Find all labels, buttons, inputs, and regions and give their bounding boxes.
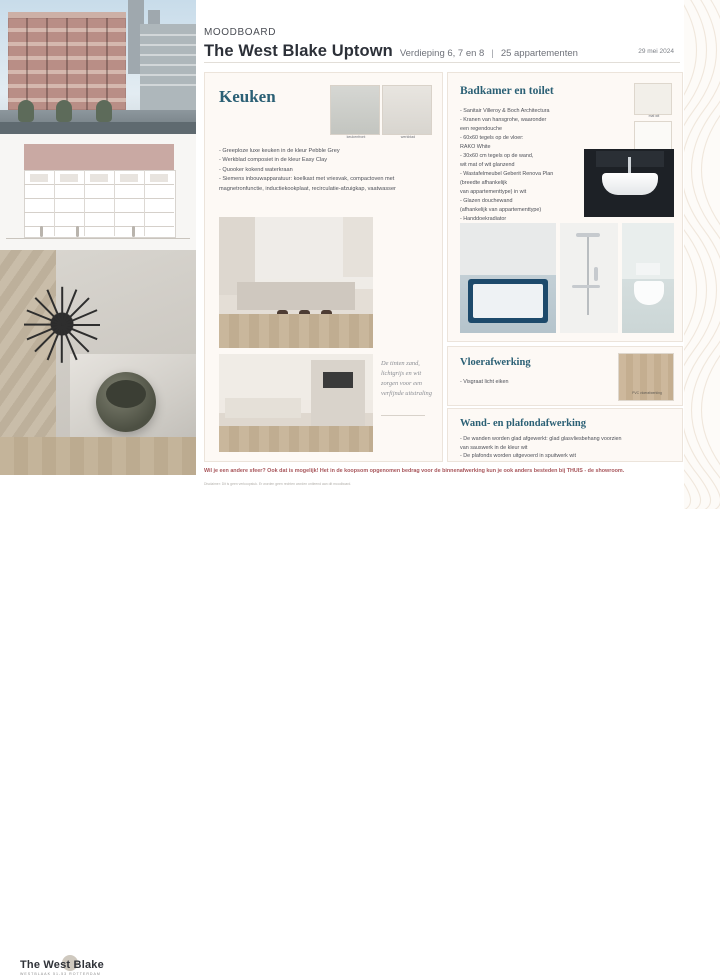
wand-bullet: - De plafonds worden uitgevoerd in spuitwerk wit (460, 453, 576, 460)
swatch-keukenfront (330, 85, 380, 135)
badkamer-bullet-list (460, 107, 592, 224)
keuken-card (204, 72, 443, 462)
badkamer-bullet: - 60x60 tegels op de vloer: (460, 135, 524, 141)
badkamer-card (447, 72, 683, 342)
project-title: The West Blake Uptown (204, 42, 393, 60)
facade-elevation-drawing (0, 134, 196, 250)
toilet-photo (622, 223, 674, 333)
keuken-title: Keuken (219, 87, 276, 106)
moodboard-kicker: MOODBOARD (204, 27, 277, 38)
vloerafwerking-card (447, 346, 683, 406)
swatch-keukenfront-label: keukenfront (346, 135, 366, 139)
project-units: 25 appartementen (500, 48, 578, 59)
wand-bullet-list (460, 435, 622, 461)
document-date: 29 mei 2024 (638, 48, 674, 55)
wand-bullet: van sauswerk in de kleur wit (460, 444, 528, 451)
project-floors: Verdieping 6, 7 en 8 (399, 48, 485, 59)
brand-footer (0, 475, 196, 976)
kitchen-island-photo (219, 217, 373, 348)
rain-shower-photo (560, 223, 618, 333)
vloerafwerking-title: Vloerafwerking (460, 357, 531, 368)
kitchen-cabinets-photo (219, 354, 373, 452)
badkamer-title: Badkamer en toilet (460, 85, 554, 97)
exterior-building-photo (0, 0, 196, 134)
left-photo-column (0, 0, 196, 976)
brand-name: The West Blake (20, 959, 104, 971)
wand-plafond-title: Wand- en plafondafwerking (460, 418, 587, 429)
keuken-bullet: magnetronfunctie, inductiekookplaat, recirculatie-afzuigkap, vaatwasser (219, 185, 396, 192)
swatch-mat-wit-label: mat wit (648, 114, 660, 118)
badkamer-bullet: - 30x60 cm tegels op de wand, (460, 153, 534, 159)
wand-plafond-card (447, 408, 683, 462)
header-divider (204, 62, 680, 63)
wand-bullet: - De wanden worden glad afgewerkt: glad glasvliesbehang voorzien (460, 436, 622, 442)
keuken-bullet: - Siemens inbouwapparatuur: koelkast met vriesvak, compactoven met (219, 176, 395, 183)
keuken-bullet-list (219, 147, 427, 194)
badkamer-bullet: van appartementtype) in wit (460, 189, 527, 195)
badkamer-bullet: - Kranen van hansgrohe, waaronder (460, 117, 547, 123)
badkamer-bullet: wit mat of wit glanzend (460, 162, 515, 168)
footer-note: Wil je een andere sfeer? Ook dat is mogelijk! Het in de koopsom opgenomen bedrag voor de binnenafwerking kun je ook anders besteden bij THUIS - de showroom. (204, 468, 625, 474)
badkamer-bullet: - Sanitair Villeroy & Boch Architectura (460, 108, 550, 114)
styling-detail-photo (0, 250, 196, 475)
keuken-bullet: - Werkblad composiet in de kleur Easy Clay (219, 157, 328, 164)
keuken-bullet: - Quooker kokend waterkraan (219, 166, 293, 173)
footer-disclaimer: Disclaimer: Dit is geen verkoopstuk. Er worden geen rechten worden ontleend aan dit moodboard. (204, 482, 352, 486)
keuken-bullet: - Greeploze luxe keuken in de kleur Pebble Grey (219, 148, 340, 154)
page-title (204, 42, 578, 61)
badkamer-bullet: een regendouche (460, 126, 502, 132)
bathtub-photo (460, 223, 556, 333)
badkamer-bullet: - Handdoekradiator (460, 216, 507, 222)
quote-divider (381, 415, 425, 416)
decorative-pattern-strip (684, 0, 720, 509)
badkamer-bullet: - Glazen douchewand (460, 198, 513, 204)
swatch-werkblad-label: werkblad (400, 135, 416, 139)
swatch-pvc-label: PVC vloerafwerking (632, 391, 662, 395)
title-separator: | (491, 48, 494, 59)
brand-tagline: WESTBLAAK 51-53 ROTTERDAM (20, 972, 101, 976)
badkamer-bullet: (afhankelijk van appartementtype) (460, 207, 542, 213)
badkamer-bullet: RAKO White (460, 144, 491, 150)
badkamer-bullet: (breedte afhankelijk (460, 180, 508, 186)
vloerafwerking-bullet: - Visgraat licht eiken (460, 379, 509, 385)
badkamer-bullet: - Wastafelmeubel Geberit Renova Plan (460, 171, 554, 177)
keuken-quote: De tinten zand, lichtgrijs en wit zorgen voor een verfijnde uitstraling (381, 360, 432, 397)
sunburst-clock-icon (24, 286, 100, 362)
content-area (196, 0, 720, 509)
swatch-mat-wit (634, 83, 672, 115)
swatch-werkblad (382, 85, 432, 135)
bathroom-sink-photo (584, 149, 674, 217)
